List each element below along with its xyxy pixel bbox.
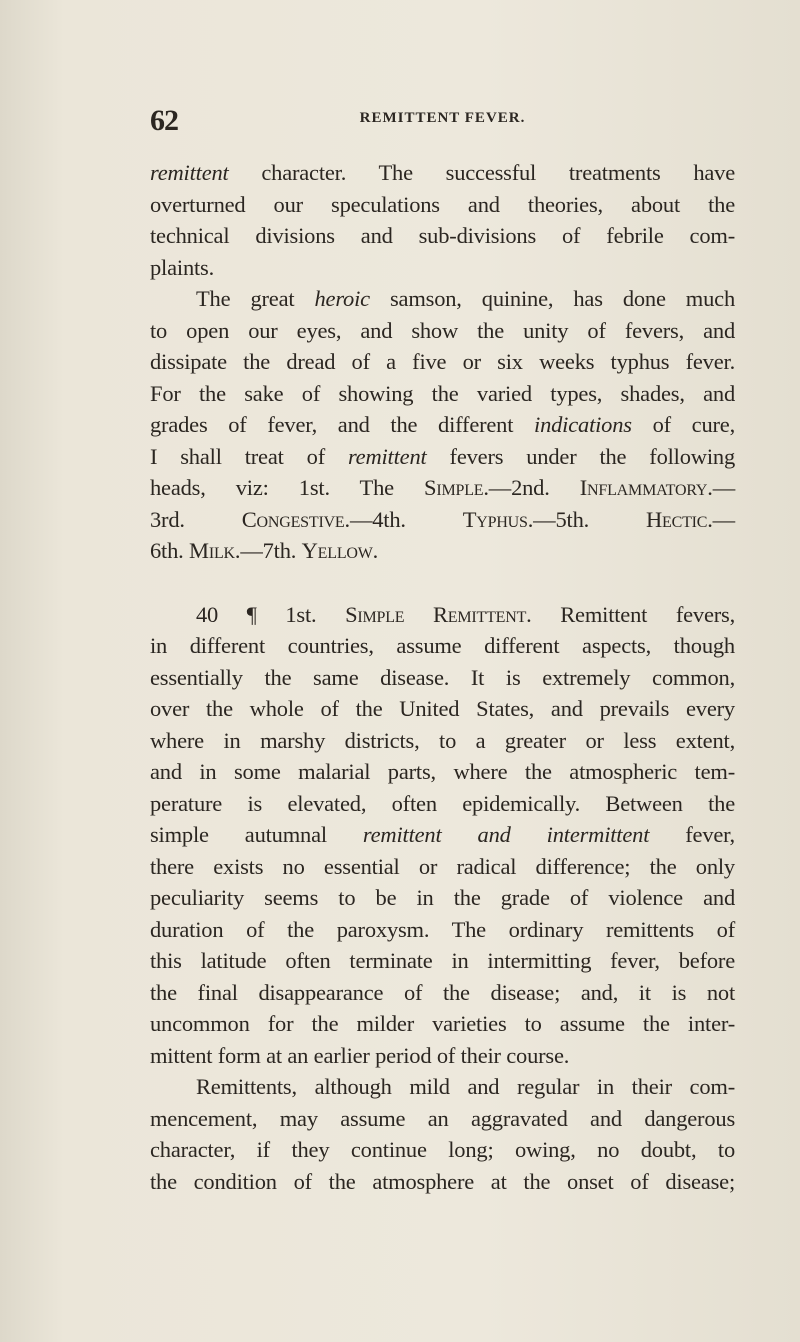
text-segment: the final disappearance of the disease; and, it is not	[150, 979, 735, 1005]
text-segment: For the sake of showing the varied types, shades, and	[150, 380, 735, 406]
text-segment: —7th.	[240, 538, 302, 563]
text-line	[150, 1104, 735, 1134]
text-segment: —	[712, 475, 735, 500]
text-line	[150, 190, 735, 220]
text-segment: technical divisions and sub-divisions of febrile com-	[150, 223, 735, 248]
text-line	[150, 631, 735, 661]
text-segment: fever,	[649, 822, 735, 847]
text-segment: peculiarity seems to be in the grade of violence and	[150, 885, 735, 910]
text-segment: character. The successful treatments have	[228, 160, 735, 185]
text-line	[150, 852, 735, 882]
small-caps-text: Milk.	[189, 538, 241, 563]
text-line	[150, 442, 735, 472]
text-line	[150, 505, 735, 535]
text-segment: character, if they continue long; owing, no doubt, to	[150, 1137, 735, 1162]
text-segment: in different countries, assume different aspects, though	[150, 633, 735, 658]
text-line	[150, 536, 735, 566]
text-line	[150, 1167, 735, 1197]
small-caps-text: Hectic.	[645, 506, 713, 532]
small-caps-text: Simple.	[424, 475, 489, 500]
text-segment: fevers under the following	[426, 443, 735, 469]
text-line	[150, 726, 735, 756]
text-line	[150, 789, 735, 819]
text-segment: —5th.	[533, 506, 646, 532]
text-line	[150, 1072, 735, 1102]
text-line	[150, 600, 735, 630]
text-segment: heads, viz: 1st. The	[150, 475, 425, 500]
text-segment: mencement, may assume an aggravated and dangerous	[150, 1105, 735, 1131]
running-head: REMITTENT FEVER.	[359, 110, 526, 126]
text-segment: simple autumnal	[150, 822, 363, 847]
text-segment: I shall treat of	[150, 443, 348, 469]
italic-text: indications	[534, 412, 632, 437]
text-segment: 40 ¶ 1st.	[196, 601, 346, 627]
text-line	[150, 284, 735, 314]
text-segment: samson, quinine, has done much	[369, 286, 735, 311]
text-segment: to open our eyes, and show the unity of fevers, and	[150, 317, 735, 343]
text-segment: overturned our speculations and theories, about the	[150, 191, 735, 217]
text-segment: uncommon for the milder varieties to assume the inter-	[150, 1011, 735, 1036]
text-segment: mittent form at an earlier period of their course.	[150, 1042, 570, 1068]
page-number: 62	[150, 104, 178, 137]
text-line	[150, 820, 735, 850]
text-segment: plaints.	[150, 254, 215, 280]
text-segment: over the whole of the United States, and prevails every	[150, 696, 735, 721]
text-segment: essentially the same disease. It is extremely common,	[150, 664, 735, 690]
text-line	[150, 410, 735, 440]
text-segment: —4th.	[349, 506, 463, 532]
text-line	[150, 946, 735, 976]
text-segment: where in marshy districts, to a greater or less extent,	[150, 727, 735, 753]
text-segment: Remittents, although mild and regular in their com-	[196, 1074, 735, 1099]
text-segment: dissipate the dread of a five or six weeks typhus fever.	[150, 349, 735, 374]
text-line	[150, 915, 735, 945]
text-segment: the condition of the atmosphere at the onset of disease;	[150, 1168, 735, 1194]
text-line	[150, 883, 735, 913]
text-line	[150, 221, 735, 251]
text-line	[150, 663, 735, 693]
small-caps-text: Congestive.	[241, 506, 350, 532]
italic-text: remittent	[347, 443, 427, 469]
text-segment: —	[712, 506, 735, 532]
text-line	[150, 757, 735, 787]
text-line	[150, 1009, 735, 1039]
text-line	[150, 253, 735, 283]
italic-text: remittent and intermittent	[362, 822, 650, 847]
text-segment: —2nd.	[488, 475, 580, 500]
small-caps-text: Inflammatory.	[579, 475, 713, 500]
text-segment: of cure,	[631, 412, 735, 437]
small-caps-text: Typhus.	[462, 506, 534, 532]
text-segment: 3rd.	[150, 506, 242, 532]
text-segment: there exists no essential or radical difference; the only	[150, 853, 735, 879]
text-line	[150, 379, 735, 409]
small-caps-text: Yellow.	[301, 538, 379, 563]
italic-text: heroic	[314, 286, 370, 311]
text-segment: Remittent fevers,	[531, 601, 736, 627]
text-segment: and in some malarial parts, where the atmospheric tem-	[150, 759, 735, 784]
text-segment: duration of the paroxysm. The ordinary remittents of	[150, 916, 735, 942]
text-line	[150, 158, 735, 188]
text-line	[150, 978, 735, 1008]
text-line	[150, 347, 735, 377]
text-line	[150, 473, 735, 503]
text-segment: The great	[196, 286, 315, 311]
text-line	[150, 1135, 735, 1165]
italic-text: remittent	[150, 160, 229, 185]
small-caps-text: Simple Remittent.	[345, 601, 532, 627]
text-line	[150, 1041, 735, 1071]
text-line	[150, 316, 735, 346]
text-segment: 6th.	[150, 538, 190, 563]
text-line	[150, 694, 735, 724]
text-segment: grades of fever, and the different	[150, 412, 535, 437]
text-segment: perature is elevated, often epidemically. Between the	[150, 790, 735, 816]
text-segment: this latitude often terminate in intermitting fever, before	[150, 948, 735, 973]
